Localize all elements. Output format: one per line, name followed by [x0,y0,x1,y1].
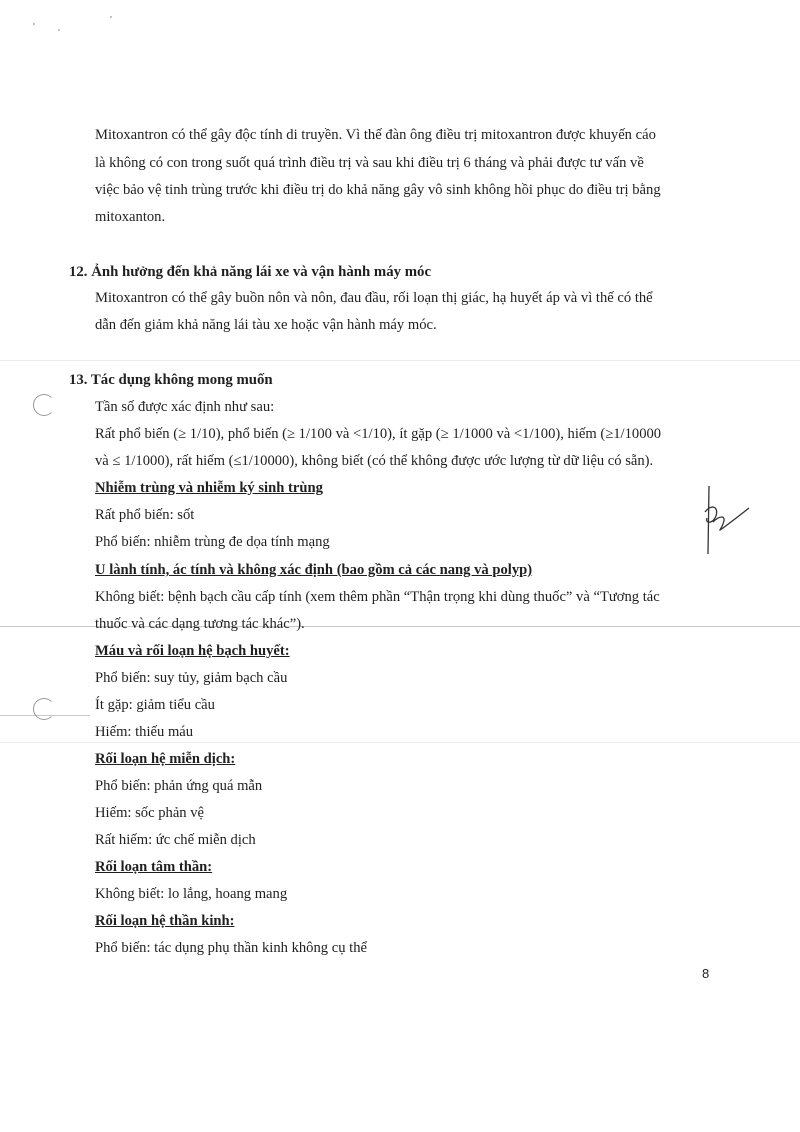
intro-line: việc bảo vệ tinh trùng trước khi điều trị do khả năng gây vô sinh không hồi phục do điều trị bằng [95,182,661,198]
page-number: 8 [702,966,710,981]
immune-subheading: Rối loạn hệ miễn dịch: [95,751,236,767]
blood-item: Ít gặp: giảm tiểu cầu [95,697,215,713]
frequency-line: Rất phổ biến (≥ 1/10), phổ biến (≥ 1/100 và <1/10), ít gặp (≥ 1/1000 và <1/100), hiếm (≥1/10000 [95,426,662,442]
immune-item: Hiếm: sốc phản vệ [95,805,205,821]
scan-speck [58,29,60,31]
infection-subheading: Nhiễm trùng và nhiễm ký sinh trùng [95,480,323,496]
handwritten-signature [693,484,753,559]
scan-line [0,742,800,743]
blood-item: Hiếm: thiếu máu [95,724,194,740]
punch-hole-icon [33,698,55,720]
frequency-line: và ≤ 1/1000), rất hiếm (≤1/10000), không biết (có thể không được ước lượng từ dữ liệu có sẵn). [95,453,654,469]
scan-speck [110,16,112,18]
neoplasm-subheading: U lành tính, ác tính và không xác định (bao gồm cả các nang và polyp) [95,562,533,578]
intro-line: Mitoxantron có thể gây độc tính di truyền. Vì thế đàn ông điều trị mitoxantron được khuyến cáo [95,127,656,143]
nervous-subheading: Rối loạn hệ thần kinh: [95,913,235,929]
intro-line: mitoxanton. [95,209,166,225]
section-12-line: dẫn đến giảm khả năng lái tàu xe hoặc vận hành máy móc. [95,317,437,333]
scan-line [0,360,800,361]
blood-subheading: Máu và rối loạn hệ bạch huyết: [95,643,290,659]
intro-line: là không có con trong suốt quá trình điều trị và sau khi điều trị 6 tháng và phải được tư vấn về [95,155,644,171]
neoplasm-item: thuốc và các dạng tương tác khác”). [95,616,305,632]
section-12-heading: 12. Ảnh hưởng đến khả năng lái xe và vận hành máy móc [69,264,432,280]
blood-item: Phổ biến: suy tủy, giảm bạch cầu [95,670,288,686]
punch-hole-icon [33,394,55,416]
scan-speck [33,23,35,25]
immune-item: Phổ biến: phản ứng quá mẫn [95,778,263,794]
neoplasm-item: Không biết: bệnh bạch cầu cấp tính (xem thêm phần “Thận trọng khi dùng thuốc” và “Tương tác [95,589,660,605]
section-13-heading: 13. Tác dụng không mong muốn [69,372,273,388]
frequency-intro: Tần số được xác định như sau: [95,399,275,415]
psychiatric-item: Không biết: lo lắng, hoang mang [95,886,288,902]
psychiatric-subheading: Rối loạn tâm thần: [95,859,213,875]
section-12-line: Mitoxantron có thể gây buồn nôn và nôn, đau đầu, rối loạn thị giác, hạ huyết áp và vì thế có thể [95,290,653,306]
infection-item: Rất phổ biến: sốt [95,507,195,523]
infection-item: Phổ biến: nhiễm trùng đe dọa tính mạng [95,534,330,550]
nervous-item: Phổ biến: tác dụng phụ thần kinh không cụ thể [95,940,367,956]
immune-item: Rất hiếm: ức chế miễn dịch [95,832,256,848]
